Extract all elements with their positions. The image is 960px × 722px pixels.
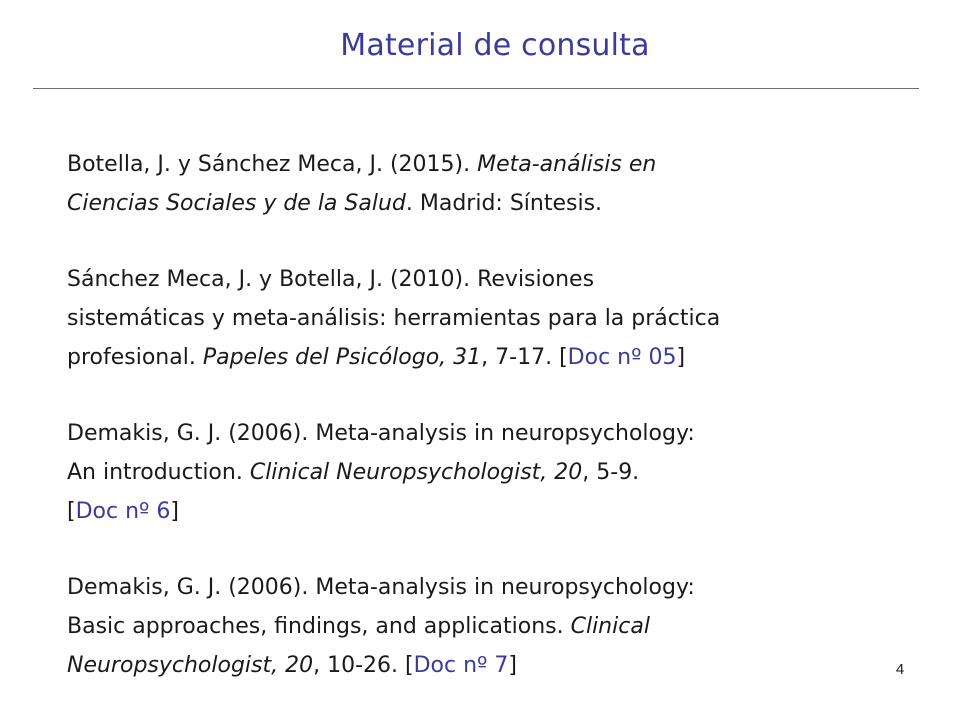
reference-item xyxy=(67,145,927,223)
reference-text: An introduction. xyxy=(67,460,250,485)
reference-list xyxy=(67,145,927,722)
doc-link[interactable]: Doc nº 05 xyxy=(567,345,677,370)
reference-title: Meta-análisis en xyxy=(477,152,657,177)
reference-journal: Clinical xyxy=(570,614,650,639)
reference-text: Botella, J. y Sánchez Meca, J. (2015). xyxy=(67,152,478,177)
reference-text: , 5-9. xyxy=(582,460,640,485)
reference-item xyxy=(67,260,927,377)
reference-item xyxy=(67,414,927,531)
reference-text: ] xyxy=(676,345,686,370)
reference-title: Ciencias Sociales y de la Salud xyxy=(67,191,406,216)
reference-text: . Madrid: Síntesis. xyxy=(405,191,603,216)
reference-text: sistemáticas y meta-análisis: herramientas para la práctica xyxy=(67,306,721,331)
doc-link[interactable]: Doc nº 6 xyxy=(75,499,171,524)
title-divider xyxy=(33,88,919,89)
doc-link[interactable]: Doc nº 7 xyxy=(413,653,509,678)
reference-text: [ xyxy=(67,499,76,524)
reference-journal: Neuropsychologist, 20 xyxy=(67,653,314,678)
reference-journal: Clinical Neuropsychologist, 20 xyxy=(249,460,583,485)
reference-text: profesional. xyxy=(67,345,203,370)
reference-text: ] xyxy=(508,653,517,678)
reference-text: , 7-17. [ xyxy=(481,345,568,370)
reference-text: Demakis, G. J. (2006). Meta-analysis in neuropsychology: xyxy=(67,575,695,600)
reference-text: Demakis, G. J. (2006). Meta-analysis in neuropsychology: xyxy=(67,421,695,446)
page-number: 4 xyxy=(895,661,905,678)
reference-text: , 10-26. [ xyxy=(313,653,414,678)
reference-journal: Papeles del Psicólogo, 31 xyxy=(202,345,482,370)
slide-title: Material de consulta xyxy=(340,28,650,63)
reference-item xyxy=(67,568,927,685)
reference-text: Basic approaches, findings, and applications. xyxy=(67,614,571,639)
reference-text: ] xyxy=(170,499,179,524)
reference-text: Sánchez Meca, J. y Botella, J. (2010). Revisiones xyxy=(67,267,595,292)
